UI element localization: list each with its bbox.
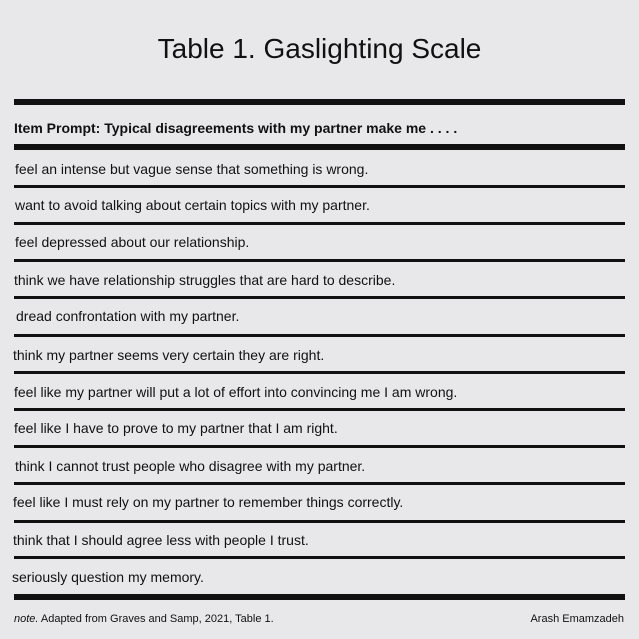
scale-item-6: think my partner seems very certain they are right. xyxy=(13,347,325,363)
note-text: Adapted from Graves and Samp, 2021, Table 1. xyxy=(38,613,274,625)
page-title: Table 1. Gaslighting Scale xyxy=(157,33,482,64)
note-label: note. xyxy=(14,613,39,625)
row-divider xyxy=(14,371,625,374)
author-credit: Arash Emamzadeh xyxy=(530,613,624,625)
item-prompt: Item Prompt: Typical disagreements with my partner make me . . . . xyxy=(14,120,458,136)
scale-item-12: seriously question my memory. xyxy=(12,569,204,585)
row-divider xyxy=(14,482,625,485)
row-divider xyxy=(14,408,625,411)
row-divider xyxy=(14,296,625,299)
source-note xyxy=(14,612,274,626)
scale-item-11: think that I should agree less with people I trust. xyxy=(13,532,309,548)
row-divider xyxy=(14,334,625,337)
scale-item-9: think I cannot trust people who disagree with my partner. xyxy=(15,458,366,474)
row-divider xyxy=(14,556,625,559)
prompt-rule xyxy=(14,144,625,150)
scale-item-3: feel depressed about our relationship. xyxy=(15,234,250,250)
bottom-rule xyxy=(14,594,625,600)
row-divider xyxy=(14,445,625,448)
scale-item-10: feel like I must rely on my partner to remember things correctly. xyxy=(13,494,404,510)
row-divider xyxy=(14,259,625,262)
scale-item-5: dread confrontation with my partner. xyxy=(16,308,240,324)
row-divider xyxy=(14,185,625,188)
scale-item-4: think we have relationship struggles that are hard to describe. xyxy=(14,272,396,288)
scale-item-7: feel like my partner will put a lot of effort into convincing me I am wrong. xyxy=(14,384,458,400)
top-rule xyxy=(14,99,625,105)
row-divider xyxy=(14,520,625,523)
scale-item-2: want to avoid talking about certain topics with my partner. xyxy=(15,197,370,213)
row-divider xyxy=(14,222,625,225)
scale-item-1: feel an intense but vague sense that something is wrong. xyxy=(15,161,369,177)
scale-item-8: feel like I have to prove to my partner that I am right. xyxy=(14,420,338,436)
